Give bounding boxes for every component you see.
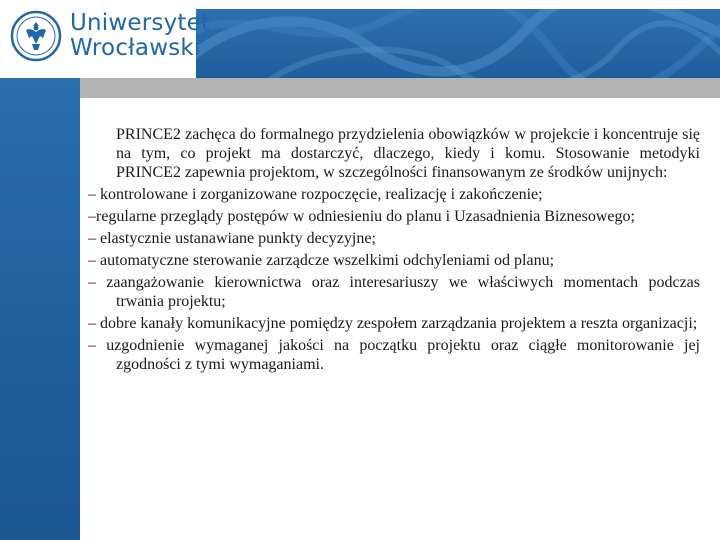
gray-header-strip <box>80 78 720 98</box>
list-item: – zaangażowanie kierownictwa oraz interesariuszy we właściwych momentach podczas trwania projektu; <box>88 274 700 310</box>
wave-decoration <box>196 0 720 78</box>
header-top-gap <box>196 0 720 9</box>
list-item: – kontrolowane i zorganizowane rozpoczęcie, realizację i zakończenie; <box>88 186 543 203</box>
left-sidebar-bar <box>0 78 80 540</box>
slide-text <box>88 125 700 374</box>
list-item: – dobre kanały komunikacyjne pomiędzy zespołem zarządzania projektem a reszta organizacji; <box>88 315 698 332</box>
eagle-crest-icon <box>10 10 62 62</box>
intro-paragraph: PRINCE2 zachęca do formalnego przydzielenia obowiązków w projekcie i koncentruje się na tym, co projekt ma dostarczyć, dlaczego, kiedy i komu. Stosowanie metodyki PRINCE2 zapewnia projektom, w szczególności finansowanym ze środków unijnych: <box>116 126 700 181</box>
university-logo <box>10 10 210 62</box>
list-item: – automatyczne sterowanie zarządcze wszelkimi odchyleniami od planu; <box>88 252 555 269</box>
list-item: – elastycznie ustanawiane punkty decyzyjne; <box>88 230 376 247</box>
logo-line-2: Wrocławski <box>70 35 201 61</box>
logo-line-1: Uniwersytet <box>70 10 211 36</box>
header-band <box>196 0 720 78</box>
list-item: –regularne przeglądy postępów w odniesieniu do planu i Uzasadnienia Biznesowego; <box>88 208 635 225</box>
list-item: – uzgodnienie wymaganej jakości na początku projektu oraz ciągłe monitorowanie jej zgodności z tymi wymaganiami. <box>88 337 700 373</box>
university-name <box>70 11 210 61</box>
